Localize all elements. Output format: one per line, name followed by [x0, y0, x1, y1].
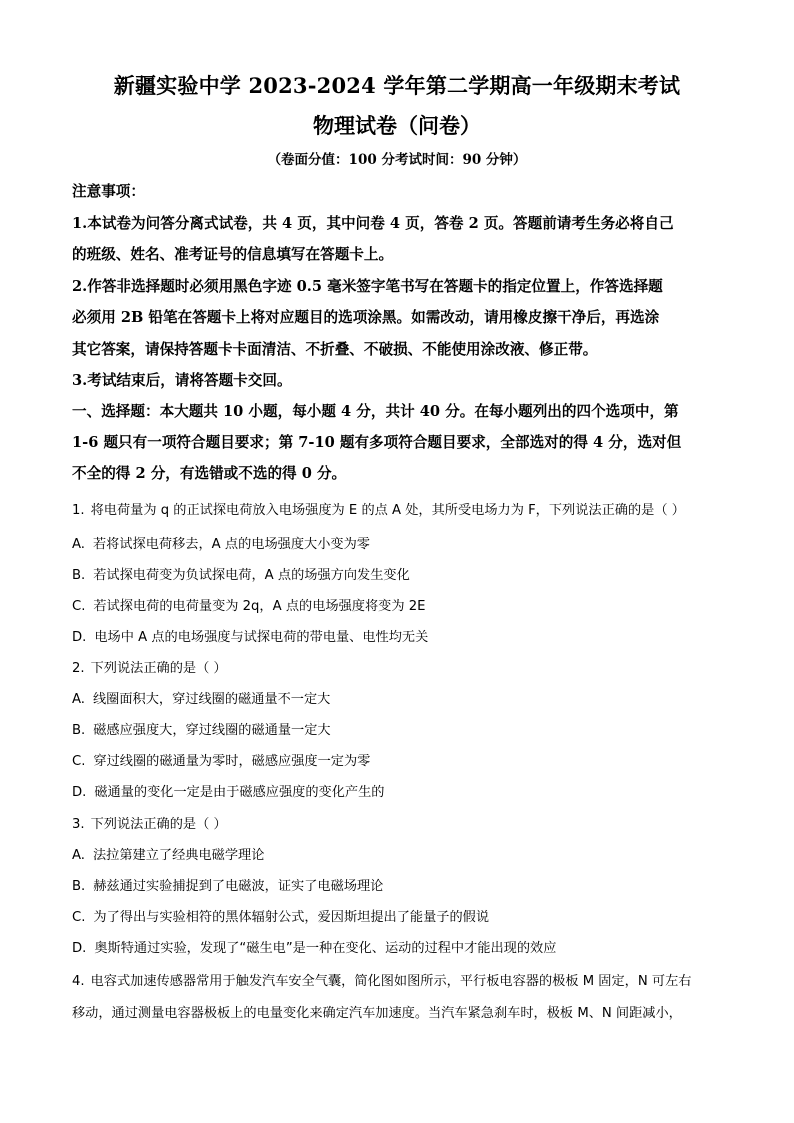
option — [72, 535, 742, 555]
question-text: 电容式加速传感器常用于触发汽车安全气囊，简化图如图所示，平行板电容器的极板 M 固定，N 可左右 — [90, 974, 692, 989]
option-text: 奥斯特通过实验，发现了“磁生电”是一种在变化、运动的过程中才能出现的效应 — [94, 941, 557, 956]
option — [72, 597, 742, 617]
question-number: 3. — [72, 817, 85, 832]
option — [72, 939, 742, 959]
option-label: D. — [72, 630, 87, 645]
notes-line: 其它答案，请保持答题卡卡面清洁、不折叠、不破损、不能使用涂改液、修正带。 — [72, 341, 598, 358]
question-text: 将电荷量为 q 的正试探电荷放入电场强度为 E 的点 A 处，其所受电场力为 F，下列说法正确的是（ ） — [90, 503, 685, 518]
option-text: 若试探电荷变为负试探电荷，A 点的场强方向发生变化 — [93, 568, 410, 583]
exam-meta: （卷面分值：100 分考试时间：90 分钟） — [267, 152, 527, 168]
option — [72, 690, 742, 710]
option — [72, 877, 742, 897]
option-text: 电场中 A 点的电场强度与试探电荷的带电量、电性均无关 — [94, 630, 429, 645]
notes-line: 3.考试结束后，请将答题卡交回。 — [72, 372, 292, 389]
option-label: C. — [72, 754, 86, 769]
question-text: 下列说法正确的是（ ） — [90, 661, 227, 676]
option-text: 磁感应强度大，穿过线圈的磁通量一定大 — [93, 723, 331, 738]
option-label: B. — [72, 723, 86, 738]
question-stem — [72, 815, 742, 835]
section-instruction: 1-6 题只有一项符合题目要求；第 7-10 题有多项符合题目要求，全部选对的得 4 分，选对但 — [72, 434, 682, 451]
option-label: A. — [72, 537, 85, 552]
option-label: A. — [72, 692, 85, 707]
option-label: A. — [72, 848, 85, 863]
option — [72, 566, 742, 586]
question-number: 1. — [72, 503, 85, 518]
question-text: 下列说法正确的是（ ） — [90, 817, 227, 832]
option-label: D. — [72, 785, 87, 800]
notes-heading: 注意事项： — [72, 183, 145, 200]
option-text: 磁通量的变化一定是由于磁感应强度的变化产生的 — [94, 785, 385, 800]
option-text: 若将试探电荷移去，A 点的电场强度大小变为零 — [92, 537, 370, 552]
option-label: B. — [72, 568, 86, 583]
question-stem-continued: 移动，通过测量电容器极板上的电量变化来确定汽车加速度。当汽车紧急刹车时，极板 M、N 间距减小， — [72, 1006, 682, 1021]
notes-line: 1.本试卷为问答分离式试卷，共 4 页，其中问卷 4 页，答卷 2 页。答题前请考生务必将自己 — [72, 215, 674, 232]
option-text: 赫兹通过实验捕捉到了电磁波，证实了电磁场理论 — [93, 879, 384, 894]
notes-line: 的班级、姓名、准考证号的信息填写在答题卡上。 — [72, 246, 394, 263]
option-label: C. — [72, 599, 86, 614]
section-instruction: 一、选择题：本大题共 10 小题，每小题 4 分，共计 40 分。在每小题列出的四个选项中，第 — [72, 403, 679, 420]
section-instruction: 不全的得 2 分，有选错或不选的得 0 分。 — [72, 465, 347, 482]
option-label: C. — [72, 910, 86, 925]
option-label: D. — [72, 941, 87, 956]
option — [72, 628, 742, 648]
option — [72, 908, 742, 928]
question-number: 2. — [72, 661, 85, 676]
exam-subtitle: 物理试卷（问卷） — [313, 113, 481, 138]
option-text: 若试探电荷的电荷量变为 2q，A 点的电场强度将变为 2E — [93, 599, 426, 614]
notes-line: 2.作答非选择题时必须用黑色字迹 0.5 毫米签字笔书写在答题卡的指定位置上，作答选择题 — [72, 278, 663, 295]
option — [72, 721, 742, 741]
option-text: 法拉第建立了经典电磁学理论 — [92, 848, 265, 863]
question-stem — [72, 659, 742, 679]
option — [72, 752, 742, 772]
notes-line: 必须用 2B 铅笔在答题卡上将对应题目的选项涂黑。如需改动，请用橡皮擦干净后，再选涂 — [72, 309, 660, 326]
option — [72, 846, 742, 866]
option — [72, 783, 742, 803]
question-stem — [72, 501, 742, 521]
question-number: 4. — [72, 974, 85, 989]
option-text: 穿过线圈的磁通量为零时，磁感应强度一定为零 — [93, 754, 371, 769]
question-stem — [72, 972, 742, 992]
exam-title: 新疆实验中学 2023-2024 学年第二学期高一年级期末考试 — [113, 73, 681, 98]
option-label: B. — [72, 879, 86, 894]
option-text: 线圈面积大，穿过线圈的磁通量不一定大 — [92, 692, 331, 707]
option-text: 为了得出与实验相符的黑体辐射公式，爱因斯坦提出了能量子的假说 — [93, 910, 490, 925]
